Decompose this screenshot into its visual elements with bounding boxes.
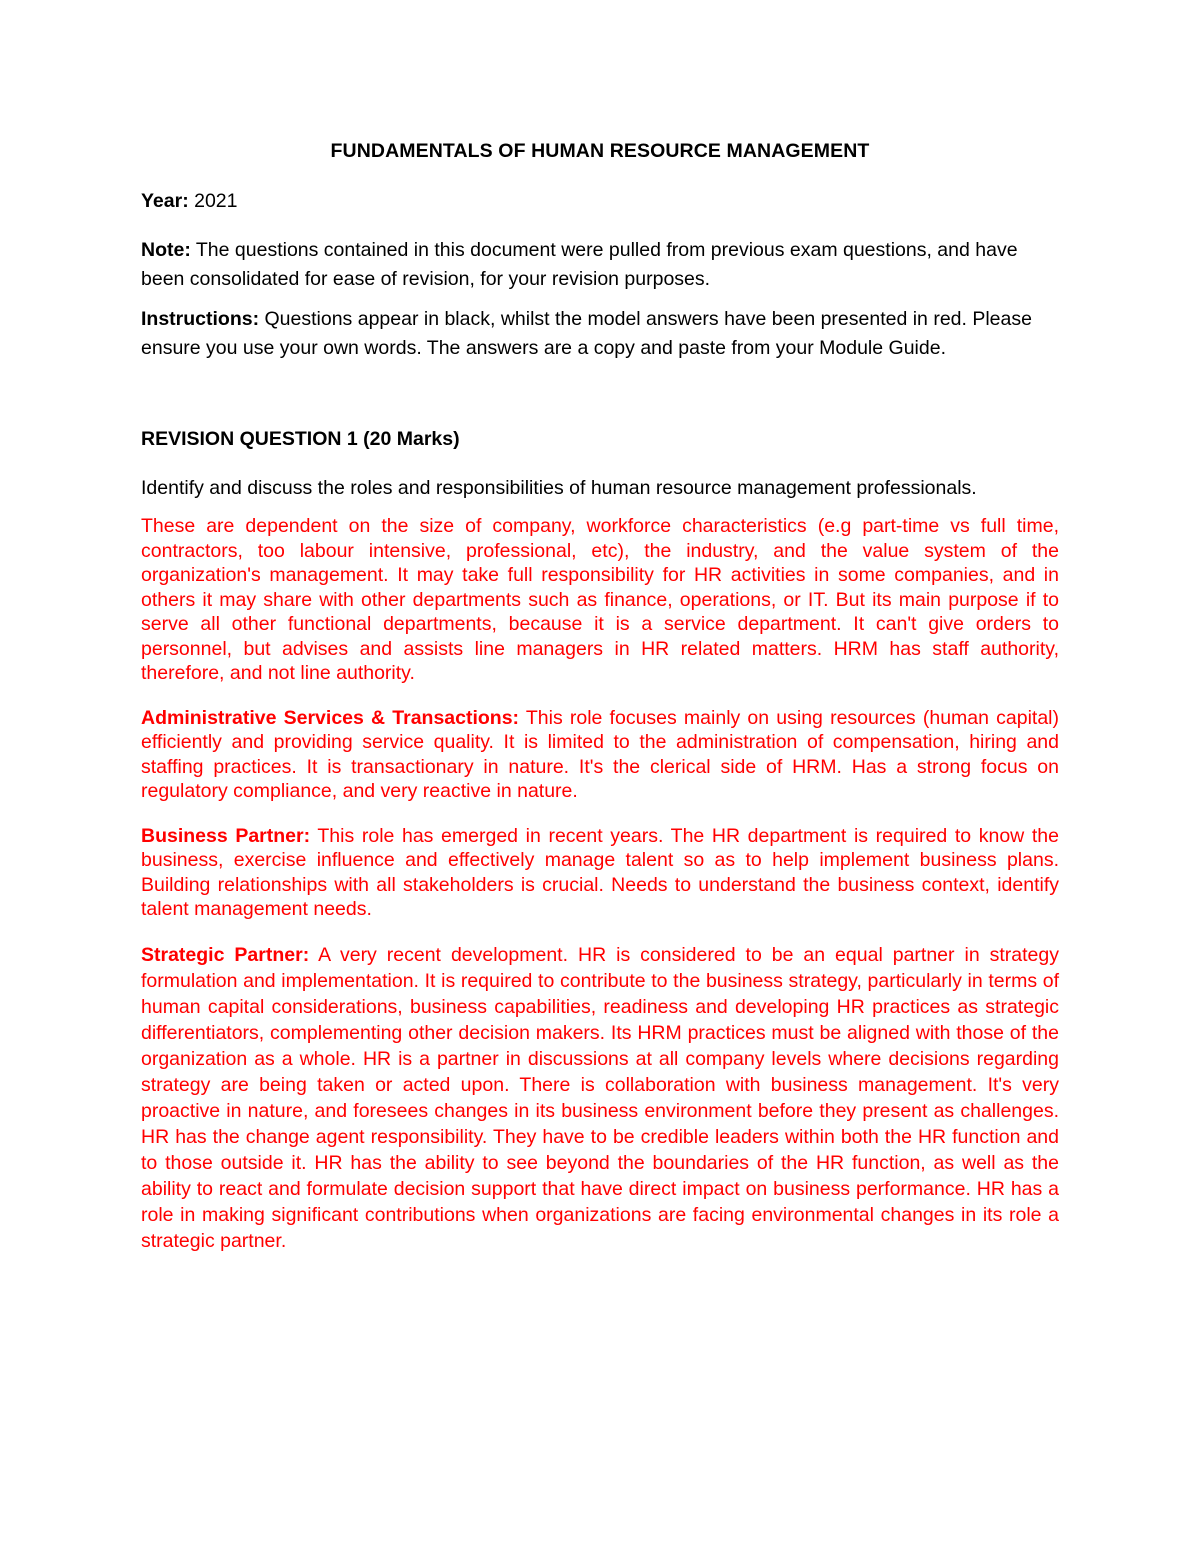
year-line: [141, 187, 1059, 216]
document-page: [141, 140, 1059, 1254]
role-label: Administrative Services & Transactions:: [141, 706, 520, 729]
role-label: Strategic Partner:: [141, 943, 310, 966]
year-label: Year:: [141, 190, 189, 212]
role-text: This role has emerged in recent years. The HR department is required to know the business, exercise influence and effectively manage talent so as to help implement business plans. Building relationships with all stakeholders is crucial. Needs to understand the business context, identify talent management needs.: [141, 824, 1059, 920]
question-heading: [141, 425, 1059, 454]
note-paragraph: [141, 236, 1059, 294]
instructions-text: Questions appear in black, whilst the model answers have been presented in red. Please ensure you use your own words. The answers are a copy and paste from your Module Guide.: [141, 308, 1032, 359]
instructions-paragraph: [141, 305, 1059, 363]
role-administrative-services: [141, 706, 1059, 804]
instructions-label: Instructions:: [141, 308, 260, 330]
note-label: Note:: [141, 239, 191, 261]
note-text: The questions contained in this document were pulled from previous exam questions, and have been consolidated for ease of revision, for your revision purposes.: [141, 239, 1018, 290]
role-text: A very recent development. HR is considered to be an equal partner in strategy formulation and implementation. It is required to contribute to the business strategy, particularly in terms of human capital considerations, business capabilities, readiness and developing HR practices as strategic differentiators, complementing other decision makers. Its HRM practices must be aligned with those of the organization as a whole. HR is a partner in discussions at all company levels where decisions regarding strategy are being taken or acted upon. There is collaboration with business management. It's very proactive in nature, and foresees changes in its business environment before they present as challenges. HR has the change agent responsibility. They have to be credible leaders within both the HR function and to those outside it. HR has the ability to see beyond the boundaries of the HR function, as well as the ability to react and formulate decision support that have direct impact on business performance. HR has a role in making significant contributions when organizations are facing environmental changes in its role a strategic partner.: [141, 943, 1059, 1252]
role-text: This role focuses mainly on using resources (human capital) efficiently and providing service quality. It is limited to the administration of compensation, hiring and staffing practices. It is transactionary in nature. It's the clerical side of HRM. Has a strong focus on regulatory compliance, and very reactive in nature.: [141, 706, 1059, 802]
answer-intro: These are dependent on the size of company, workforce characteristics (e.g part-time vs full time, contractors, too labour intensive, professional, etc), the industry, and the value system of the organization's management. It may take full responsibility for HR activities in some companies, and in others it may share with other departments such as finance, operations, or IT. But its main purpose if to serve all other functional departments, because it is a service department. It can't give orders to personnel, but advises and assists line managers in HR related matters. HRM has staff authority, therefore, and not line authority.: [141, 515, 1059, 684]
role-label: Business Partner:: [141, 824, 311, 847]
role-strategic-partner: [141, 942, 1059, 1254]
year-value: 2021: [188, 190, 238, 212]
document-title: FUNDAMENTALS OF HUMAN RESOURCE MANAGEMENT: [330, 140, 870, 162]
question-text: Identify and discuss the roles and responsibilities of human resource management professionals.: [141, 477, 977, 499]
question-heading-text: REVISION QUESTION 1 (20 Marks): [141, 428, 460, 450]
role-business-partner: [141, 824, 1059, 922]
